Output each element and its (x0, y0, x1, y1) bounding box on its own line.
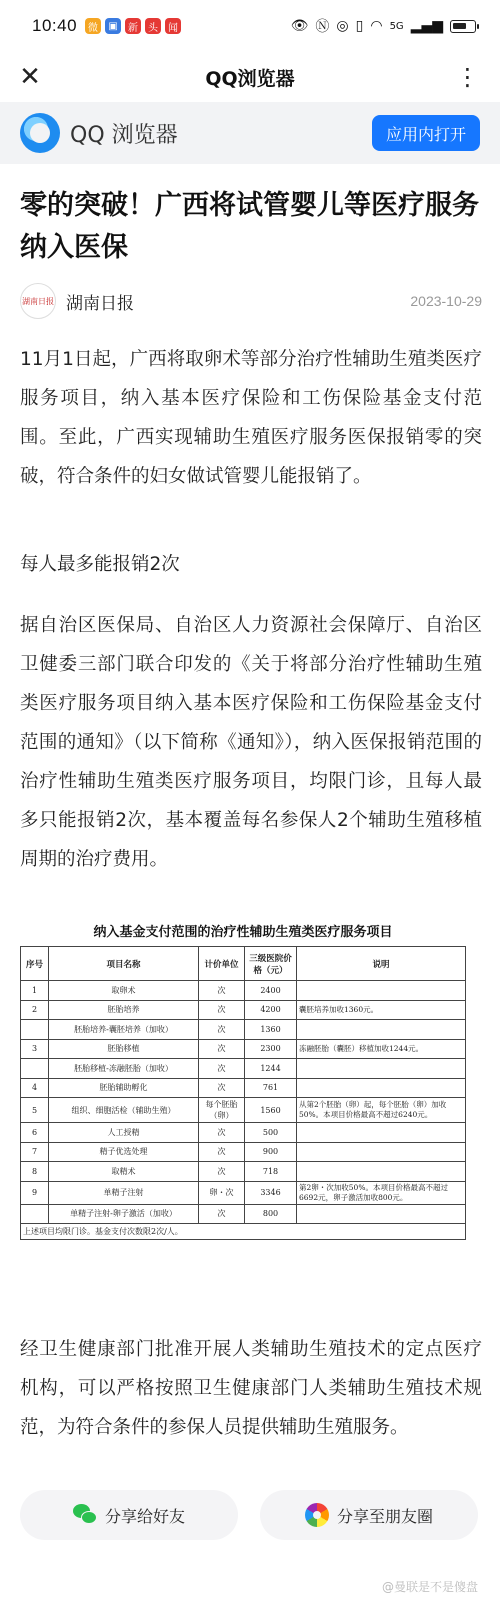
table-row (21, 1204, 466, 1224)
open-in-app-button[interactable]: 应用内打开 (372, 115, 480, 151)
article-paragraph-1: 11月1日起，广西将取卵术等部分治疗性辅助生殖类医疗服务项目，纳入基本医疗保险和工伤保险基金支付范围。至此，广西实现辅助生殖医疗服务医保报销零的突破，符合条件的妇女做试管婴儿能报销了。 (20, 349, 482, 487)
status-app-icons (85, 18, 181, 34)
fee-table (20, 946, 466, 1240)
cell-price: 761 (245, 1078, 297, 1098)
navbar (0, 52, 500, 102)
cell-item: 人工授精 (49, 1123, 199, 1143)
status-bar (0, 0, 500, 52)
more-icon[interactable]: ⋮ (455, 63, 481, 91)
header-note: 说明 (297, 947, 466, 981)
cell-item: 胚胎培养-囊胚培养（加收） (49, 1020, 199, 1040)
cell-no: 7 (21, 1142, 49, 1162)
cell-no: 4 (21, 1078, 49, 1098)
weibo-app-icon: 微 (85, 18, 101, 34)
cell-item: 胚胎移植-冻融胚胎（加收） (49, 1059, 199, 1079)
mute-icon: ◎ (336, 18, 349, 34)
table-row (21, 1098, 466, 1123)
cell-unit: 每个胚胎（卵） (199, 1098, 245, 1123)
status-indicators (291, 16, 476, 36)
cell-price: 1560 (245, 1098, 297, 1123)
cell-unit: 次 (199, 1000, 245, 1020)
cell-unit: 次 (199, 1204, 245, 1224)
cell-note: 冻融胚胎（囊胚）移植加收1244元。 (297, 1039, 466, 1059)
cell-price: 900 (245, 1142, 297, 1162)
cell-item: 精子优选处理 (49, 1142, 199, 1162)
nfc-icon: Ⓝ (315, 19, 330, 35)
cell-unit: 次 (199, 1059, 245, 1079)
cell-price: 800 (245, 1204, 297, 1224)
fee-table-image (20, 920, 466, 1300)
headline-app-icon: 闻 (165, 18, 181, 34)
fee-table-header-row (21, 947, 466, 981)
wifi-icon: ◠ (370, 18, 383, 34)
cell-note (297, 1204, 466, 1224)
status-time: 10:40 (32, 16, 78, 35)
header-unit: 计价单位 (199, 947, 245, 981)
cell-item: 胚胎辅助孵化 (49, 1078, 199, 1098)
cell-no: 6 (21, 1123, 49, 1143)
battery-icon (450, 20, 476, 33)
article-paragraph-2: 据自治区医保局、自治区人力资源社会保障厅、自治区卫健委三部门联合印发的《关于将部分治疗性辅助生殖类医疗服务项目纳入基本医疗保险和工伤保险基金支付范围的通知》（以下简称《通知》），纳入医保报销范围的治疗性辅助生殖类医疗服务项目，均限门诊，且每人最多只能报销2次，基本覆盖每名参保人2个辅助生殖移植周期的治疗费用。 (20, 615, 482, 870)
memo-app-icon: ▣ (105, 18, 121, 34)
cell-unit: 次 (199, 1142, 245, 1162)
header-price: 三级医院价格（元） (245, 947, 297, 981)
article-title: 零的突破！广西将试管婴儿等医疗服务纳入医保 (20, 190, 479, 263)
signal-icon: ▂▄▆ (410, 18, 443, 34)
cell-price: 3346 (245, 1181, 297, 1204)
cell-note (297, 1078, 466, 1098)
cell-note (297, 981, 466, 1001)
cell-note (297, 1162, 466, 1182)
cell-note (297, 1059, 466, 1079)
cell-price: 1360 (245, 1020, 297, 1040)
cell-unit: 次 (199, 981, 245, 1001)
cell-note: 第2卵・次加收50%。本项目价格最高不超过6692元，卵子激活加收800元。 (297, 1181, 466, 1204)
table-row (21, 1078, 466, 1098)
cell-unit: 次 (199, 1020, 245, 1040)
table-row (21, 1039, 466, 1059)
article-paragraph-3: 经卫生健康部门批准开展人类辅助生殖技术的定点医疗机构，可以严格按照卫生健康部门人类辅助生殖技术规范，为符合条件的参保人员提供辅助生殖服务。 (20, 1339, 482, 1438)
table-footer-note: 上述项目均限门诊。基金支付次数限2次/人。 (21, 1224, 466, 1240)
cell-note: 囊胚培养加收1360元。 (297, 1000, 466, 1020)
publish-date: 2023-10-29 (410, 293, 482, 309)
fee-table-body (21, 981, 466, 1240)
cell-note: 从第2个胚胎（卵）起，每个胚胎（卵）加收50%。本项目价格最高不超过6240元。 (297, 1098, 466, 1123)
cell-price: 718 (245, 1162, 297, 1182)
wechat-icon (73, 1504, 97, 1526)
cell-unit: 卵・次 (199, 1181, 245, 1204)
cell-note (297, 1142, 466, 1162)
table-row (21, 1181, 466, 1204)
cell-item: 单精子注射-卵子激活（加收） (49, 1204, 199, 1224)
table-row (21, 1020, 466, 1040)
share-moments-label: 分享至朋友圈 (336, 1506, 433, 1526)
article-subheading: 每人最多能报销2次 (20, 554, 180, 575)
cell-item: 单精子注射 (49, 1181, 199, 1204)
toutiao-app-icon: 头 (145, 18, 161, 34)
cell-no: 8 (21, 1162, 49, 1182)
cell-no: 3 (21, 1039, 49, 1059)
fee-table-title: 纳入基金支付范围的治疗性辅助生殖类医疗服务项目 (93, 925, 393, 940)
table-row (21, 1162, 466, 1182)
watermark: @曼联是不是傻盘 (381, 1580, 478, 1594)
cell-no: 2 (21, 1000, 49, 1020)
table-row (21, 1059, 466, 1079)
cell-no: 1 (21, 981, 49, 1001)
cell-item: 取卵术 (49, 981, 199, 1001)
page-title: QQ浏览器 (205, 67, 295, 90)
cell-unit: 次 (199, 1162, 245, 1182)
vibrate-icon: ▯ (355, 18, 364, 34)
cell-price: 500 (245, 1123, 297, 1143)
header-no: 序号 (21, 947, 49, 981)
news-app-icon: 新 (125, 18, 141, 34)
share-to-moments-button[interactable] (260, 1490, 478, 1540)
cell-unit: 次 (199, 1039, 245, 1059)
cell-price: 2300 (245, 1039, 297, 1059)
cell-unit: 次 (199, 1123, 245, 1143)
share-friend-label: 分享给好友 (104, 1506, 185, 1526)
moments-icon (305, 1503, 329, 1527)
share-to-friend-button[interactable] (20, 1490, 238, 1540)
cell-no: 9 (21, 1181, 49, 1204)
source-name[interactable]: 湖南日报 (66, 293, 134, 314)
table-row (21, 1123, 466, 1143)
app-banner (0, 102, 500, 164)
source-row (20, 282, 482, 320)
cell-note (297, 1123, 466, 1143)
table-row (21, 981, 466, 1001)
cell-price: 2400 (245, 981, 297, 1001)
cell-item: 胚胎移植 (49, 1039, 199, 1059)
signal-label: 5G (389, 20, 404, 32)
banner-app-name: QQ 浏览器 (70, 122, 178, 148)
cell-note (297, 1020, 466, 1040)
cell-item: 取精术 (49, 1162, 199, 1182)
cell-price: 1244 (245, 1059, 297, 1079)
table-row (21, 1000, 466, 1020)
cell-item: 胚胎培养 (49, 1000, 199, 1020)
source-logo-icon[interactable]: 湖南日报 (20, 283, 56, 319)
table-row (21, 1142, 466, 1162)
eye-icon: 👁 (290, 18, 309, 34)
cell-unit: 次 (199, 1078, 245, 1098)
cell-price: 4200 (245, 1000, 297, 1020)
header-item: 项目名称 (49, 947, 199, 981)
cell-no: 5 (21, 1098, 49, 1123)
table-footer-row (21, 1224, 466, 1240)
cell-no (21, 1020, 49, 1040)
close-icon[interactable]: ✕ (19, 62, 41, 92)
cell-no (21, 1059, 49, 1079)
qq-browser-logo-icon (20, 113, 60, 153)
cell-item: 组织、细胞活检（辅助生殖） (49, 1098, 199, 1123)
cell-no (21, 1204, 49, 1224)
